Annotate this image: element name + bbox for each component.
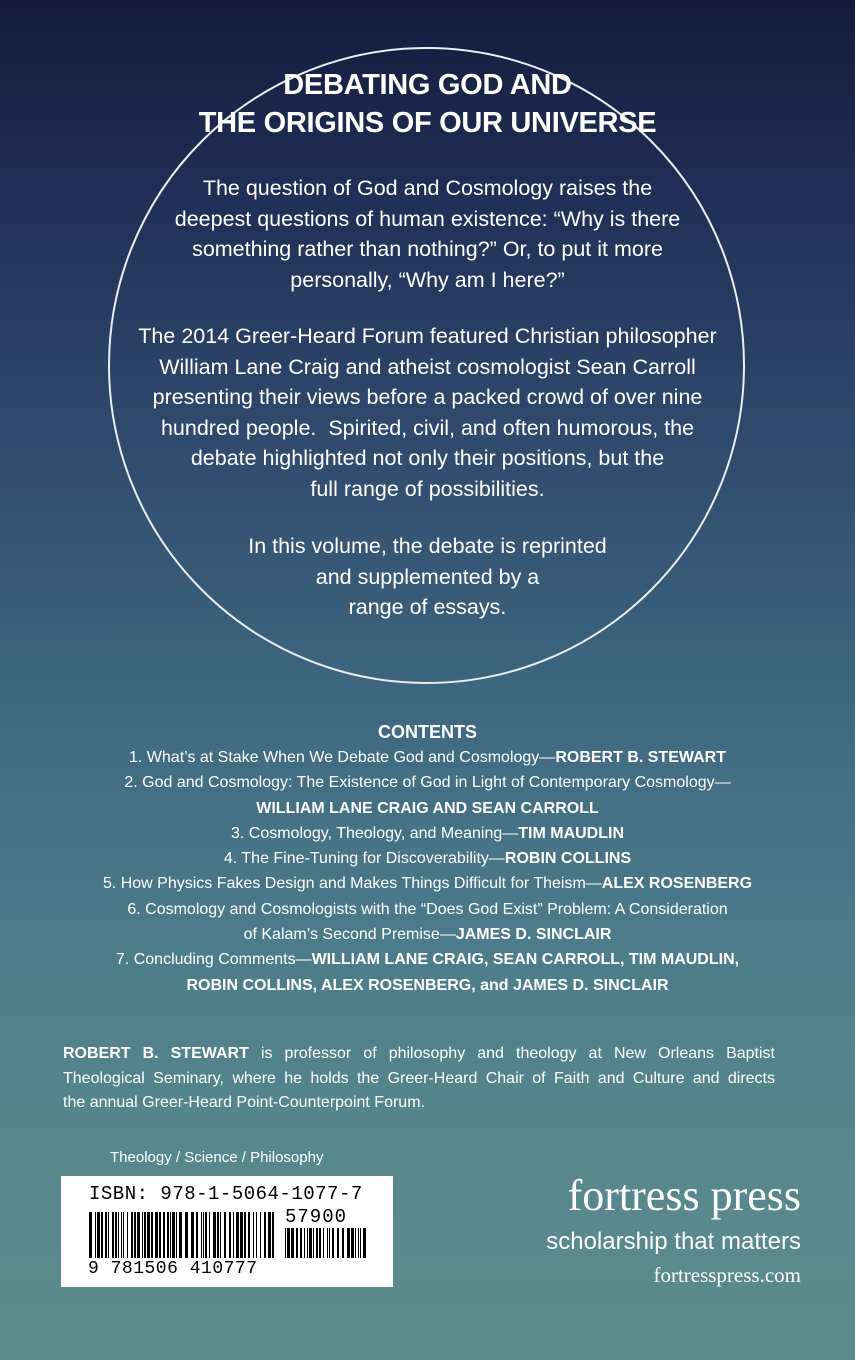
barcode-bar — [319, 1228, 321, 1258]
barcode-bar — [185, 1212, 188, 1258]
barcode-bar — [355, 1228, 356, 1258]
barcode-bar — [360, 1228, 361, 1258]
barcode-bar — [105, 1212, 107, 1258]
page-title — [0, 66, 855, 142]
barcode-bar — [220, 1212, 221, 1258]
forum-line: hundred people. Spirited, civil, and often humorous, the — [160, 415, 695, 440]
table-of-contents — [0, 745, 855, 998]
intro-line: deepest questions of human existence: “Why is there — [174, 206, 681, 231]
publisher-url: fortresspress.com — [653, 1263, 801, 1287]
barcode-bar — [248, 1212, 250, 1258]
barcode-bar — [329, 1228, 330, 1258]
barcode-bar — [236, 1212, 239, 1258]
intro-line: The question of God and Cosmology raises the — [202, 176, 653, 200]
intro-line: personally, “Why am I here?” — [290, 267, 565, 292]
barcode-bar — [95, 1212, 96, 1258]
forum-line: presenting their views before a packed crowd of over nine — [152, 385, 703, 409]
barcode-bar — [347, 1228, 350, 1258]
isbn-barcode — [61, 1176, 393, 1287]
barcode-bar — [163, 1212, 165, 1258]
barcode-bar — [217, 1212, 219, 1258]
barcode-bar — [229, 1212, 231, 1258]
toc-line: 2. God and Cosmology: The Existence of God in Light of Contemporary Cosmology— — [124, 774, 731, 792]
barcode-bar — [97, 1212, 100, 1258]
barcode-bar — [196, 1212, 198, 1258]
forum-line: The 2014 Greer-Heard Forum featured Christian philosopher — [138, 324, 717, 348]
bio-line: the annual Greer-Heard Point-Counterpoint Forum. — [63, 1094, 425, 1111]
author-name: ROBERT B. STEWART — [63, 1045, 249, 1062]
toc-line: 4. The Fine-Tuning for Discoverability—ROBIN COLLINS — [223, 850, 632, 868]
barcode-bar — [147, 1212, 150, 1258]
barcode-bar — [144, 1212, 146, 1258]
barcode-bar — [167, 1212, 169, 1258]
barcode-bar — [260, 1212, 261, 1258]
barcode-bar — [108, 1212, 109, 1258]
barcode-bar — [240, 1212, 243, 1258]
toc-line: of Kalam’s Second Premise—JAMES D. SINCLAIR — [243, 926, 612, 944]
barcode-bar — [172, 1212, 175, 1258]
barcode-bar — [291, 1228, 294, 1258]
barcode-bar — [203, 1212, 204, 1258]
volume-paragraph — [0, 531, 855, 623]
barcode-bar — [327, 1228, 328, 1258]
category-label: Theology / Science / Philosophy — [110, 1149, 324, 1166]
barcode-bar — [244, 1212, 246, 1258]
barcode-bar — [134, 1212, 136, 1258]
intro-paragraph — [0, 173, 855, 295]
bio-line: Theological Seminary, where he holds the Greer-Heard Chair of Faith and Culture and directs — [63, 1069, 775, 1087]
barcode-bar — [307, 1228, 308, 1258]
barcode-bar — [115, 1212, 117, 1258]
volume-line: In this volume, the debate is reprinted — [248, 534, 607, 558]
barcode-bar — [323, 1228, 324, 1258]
volume-line: range of essays. — [348, 595, 507, 619]
barcode-bar — [118, 1212, 119, 1258]
barcode-bar — [159, 1212, 161, 1258]
barcode-bar — [112, 1212, 114, 1258]
barcode-bar — [137, 1212, 140, 1258]
barcode-bar — [358, 1228, 359, 1258]
barcode-bar — [285, 1228, 286, 1258]
intro-line: something rather than nothing?” Or, to put it more — [192, 237, 663, 261]
barcode-bar — [101, 1212, 103, 1258]
title-line-1: DEBATING GOD AND — [283, 69, 572, 101]
barcode-bar — [176, 1212, 177, 1258]
barcode-bar — [342, 1228, 344, 1258]
barcode-bar — [170, 1212, 171, 1258]
barcode-bar — [233, 1212, 234, 1258]
barcode-bar — [127, 1212, 128, 1258]
barcode-bar — [121, 1212, 122, 1258]
barcode-bar — [224, 1212, 226, 1258]
barcode-bar — [296, 1228, 298, 1258]
barcode-bar — [191, 1212, 194, 1258]
barcode-bar — [131, 1212, 133, 1258]
barcode-bar — [151, 1212, 153, 1258]
forum-line: William Lane Craig and atheist cosmologist Sean Carroll — [159, 354, 696, 379]
volume-line: and supplemented by a — [315, 564, 540, 589]
barcode-bar — [209, 1212, 210, 1258]
barcode-bar — [253, 1212, 254, 1258]
author-bio — [63, 1042, 775, 1116]
forum-line: debate highlighted not only their positions, but the — [190, 446, 665, 470]
barcode-bar — [300, 1228, 302, 1258]
barcode-bars — [89, 1212, 277, 1258]
isbn-label: ISBN: 978-1-5064-1077-7 — [89, 1183, 363, 1205]
toc-line: WILLIAM LANE CRAIG AND SEAN CARROLL — [256, 799, 599, 817]
barcode-bar — [89, 1212, 92, 1258]
barcode-bar — [316, 1228, 318, 1258]
toc-line: 3. Cosmology, Theology, and Meaning—TIM MAUDLIN — [230, 824, 625, 842]
title-line-2: THE ORIGINS OF OUR UNIVERSE — [198, 107, 657, 139]
barcode-bar — [332, 1228, 334, 1258]
barcode-addon-bars — [285, 1228, 367, 1258]
barcode-bar — [264, 1212, 266, 1258]
toc-line: 6. Cosmology and Cosmologists with the “Does God Exist” Problem: A Consideration — [127, 900, 728, 918]
barcode-bar — [351, 1228, 354, 1258]
barcode-number: 9 781506 410777 — [88, 1259, 258, 1279]
barcode-addon-number: 57900 — [285, 1206, 348, 1228]
barcode-bar — [268, 1212, 271, 1258]
barcode-bar — [337, 1228, 339, 1258]
barcode-bar — [304, 1228, 305, 1258]
barcode-bar — [155, 1212, 158, 1258]
barcode-bar — [179, 1212, 182, 1258]
barcode-bar — [213, 1212, 216, 1258]
forum-paragraph — [0, 321, 855, 504]
toc-line: 7. Concluding Comments—WILLIAM LANE CRAIG, SEAN CARROLL, TIM MAUDLIN, — [115, 951, 740, 969]
barcode-bar — [123, 1212, 124, 1258]
barcode-bar — [201, 1212, 202, 1258]
toc-line: 1. What’s at Stake When We Debate God and Cosmology—ROBERT B. STEWART — [129, 749, 726, 766]
barcode-bar — [287, 1228, 290, 1258]
publisher-tagline: scholarship that matters — [546, 1228, 801, 1255]
contents-heading: CONTENTS — [378, 722, 477, 742]
barcode-bar — [272, 1212, 274, 1258]
forum-line: full range of possibilities. — [310, 476, 545, 501]
barcode-bar — [142, 1212, 143, 1258]
barcode-bar — [363, 1228, 366, 1258]
barcode-bar — [256, 1212, 257, 1258]
toc-line: ROBIN COLLINS, ALEX ROSENBERG, and JAMES D. SINCLAIR — [186, 976, 669, 994]
barcode-bar — [313, 1228, 314, 1258]
toc-line: 5. How Physics Fakes Design and Makes Things Difficult for Theism—ALEX ROSENBERG — [102, 875, 753, 893]
bio-line: ROBERT B. STEWART is professor of philosophy and theology at New Orleans Baptist — [63, 1045, 775, 1062]
barcode-bar — [309, 1228, 312, 1258]
barcode-bar — [205, 1212, 207, 1258]
publisher-logo: fortress press — [567, 1171, 801, 1220]
